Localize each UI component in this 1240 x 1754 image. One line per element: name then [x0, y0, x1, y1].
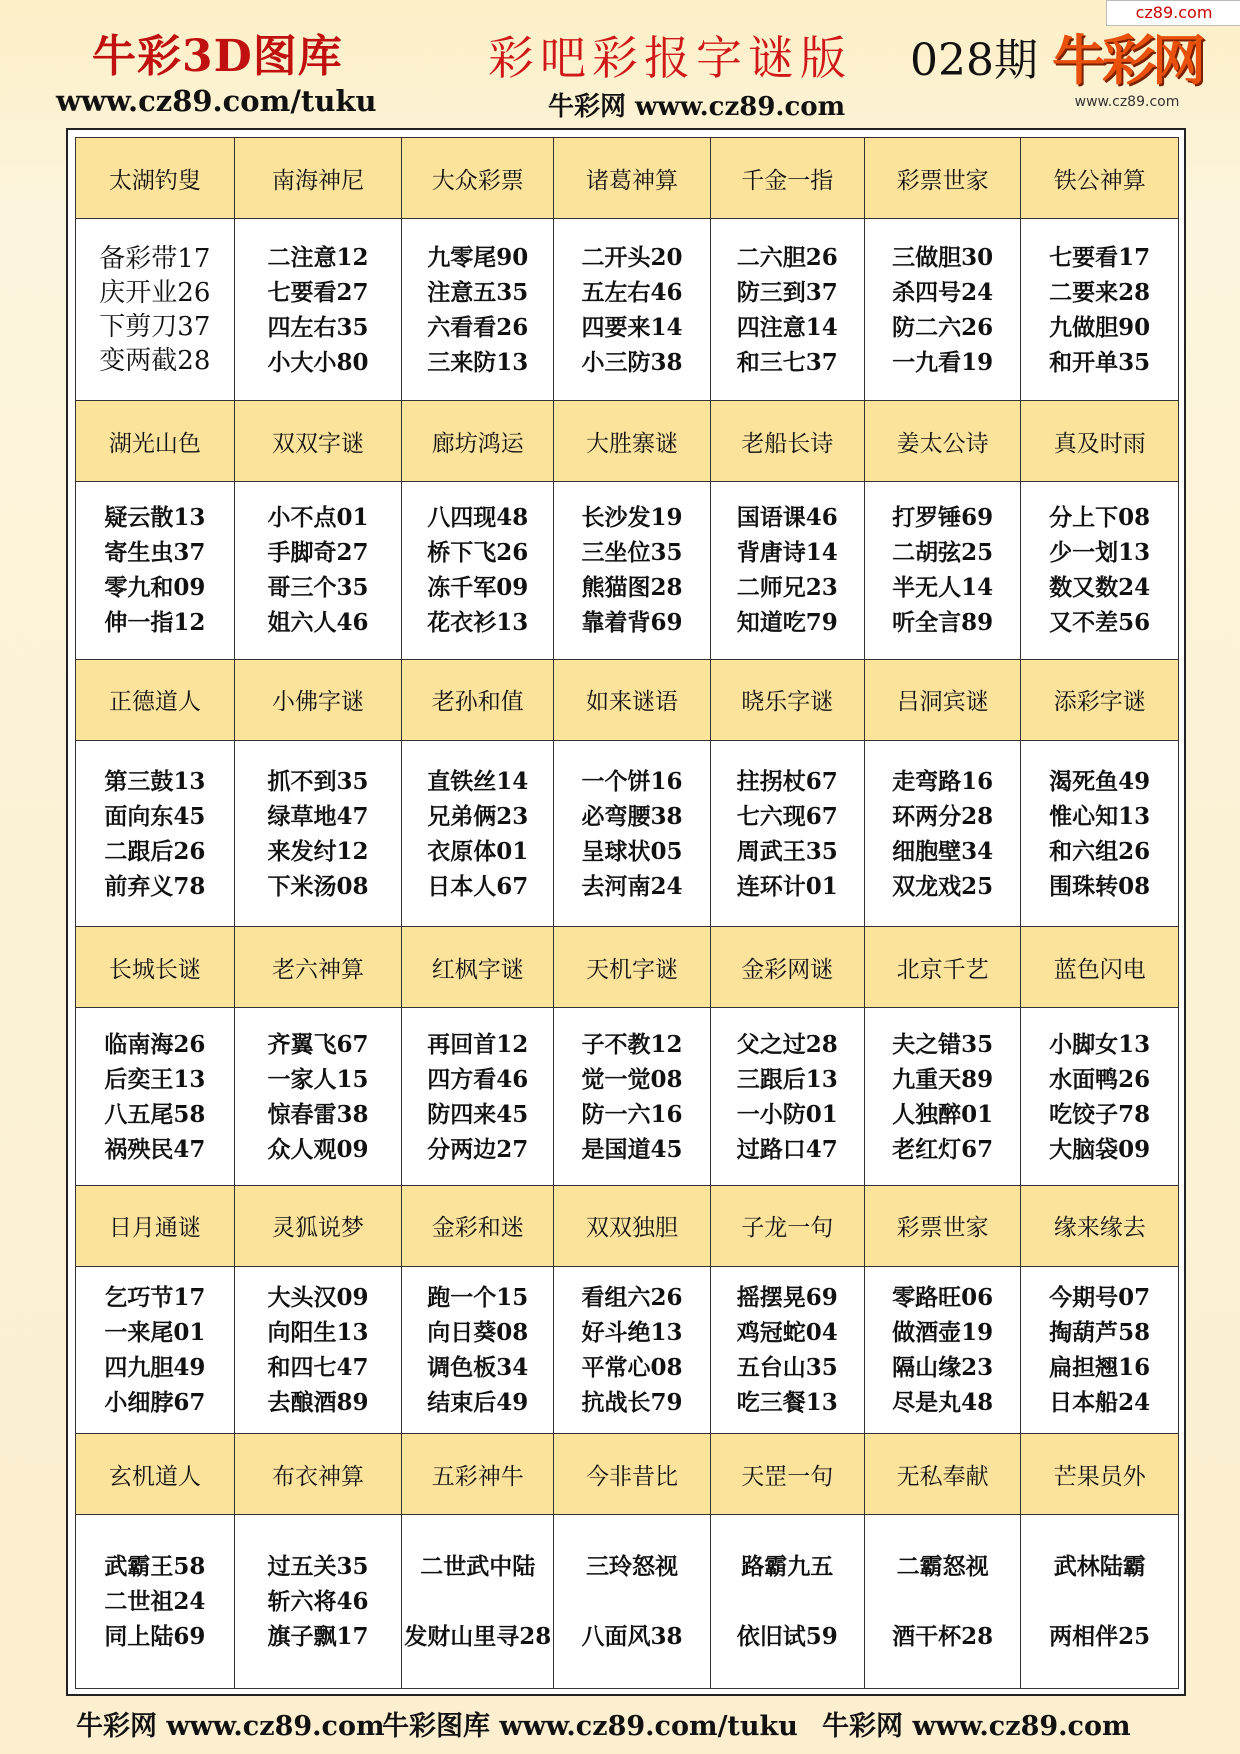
riddle-entry: 惟心知13 — [1049, 802, 1151, 830]
entries-cell — [864, 1267, 1020, 1434]
riddle-entry: 日本人67 — [427, 872, 529, 900]
riddle-entry: 走弯路16 — [892, 767, 994, 795]
header-row — [76, 1185, 1179, 1266]
riddle-entry: 老红灯67 — [892, 1135, 994, 1163]
entries-cell — [402, 1267, 554, 1434]
riddle-entry: 拄拐杖67 — [736, 767, 838, 795]
entries-cell — [76, 219, 235, 401]
entries-cell — [1021, 1515, 1179, 1689]
entries-cell — [234, 740, 402, 926]
riddle-entry: 扁担翘16 — [1049, 1354, 1151, 1382]
source-name-cell: 彩票世家 — [864, 1185, 1020, 1266]
entries-row — [76, 1008, 1179, 1186]
source-name-cell: 湖光山色 — [76, 401, 235, 482]
source-name-cell: 双双独胆 — [554, 1185, 710, 1266]
riddle-entry: 哥三个35 — [267, 574, 369, 602]
riddle-entry: 武霸王58 — [104, 1553, 206, 1581]
riddle-entry: 一小防01 — [736, 1100, 838, 1128]
entries-row — [76, 1267, 1179, 1434]
entries-cell — [710, 219, 864, 401]
logo-text: 牛彩网 — [1052, 29, 1202, 92]
entries-row — [76, 482, 1179, 660]
riddle-entry: 数又数24 — [1049, 574, 1151, 602]
riddle-entry: 四要来14 — [581, 313, 683, 341]
riddle-entry: 三做胆30 — [892, 243, 994, 271]
riddle-entry: 和三七37 — [736, 348, 838, 376]
riddle-entry: 呈球状05 — [581, 837, 683, 865]
riddle-entry: 二世祖24 — [104, 1588, 206, 1616]
footer-link-middle[interactable]: 牛彩图库 www.cz89.com/tuku — [382, 1711, 798, 1742]
source-name-cell: 真及时雨 — [1021, 401, 1179, 482]
riddle-entry: 调色板34 — [427, 1354, 529, 1382]
source-name-cell: 小佛字谜 — [234, 659, 402, 740]
riddle-entry: 双龙戏25 — [892, 872, 994, 900]
riddle-entry: 四九胆49 — [104, 1354, 206, 1382]
riddle-entry: 二六胆26 — [736, 243, 838, 271]
source-name-cell: 玄机道人 — [76, 1434, 235, 1515]
riddle-entry: 斩六将46 — [267, 1588, 369, 1616]
riddle-entry: 九零尾90 — [427, 243, 529, 271]
brand-url[interactable]: www.cz89.com/tuku — [56, 84, 377, 118]
entries-cell — [864, 1515, 1020, 1689]
source-name-cell: 布衣神算 — [234, 1434, 402, 1515]
riddle-entry: 少一划13 — [1049, 539, 1151, 567]
puzzle-grid — [75, 137, 1179, 1689]
source-name-cell: 如来谜语 — [554, 659, 710, 740]
source-name-cell: 添彩字谜 — [1021, 659, 1179, 740]
riddle-entry: 一家人15 — [267, 1065, 369, 1093]
riddle-entry: 变两截28 — [99, 345, 211, 376]
riddle-entry: 路霸九五 — [741, 1553, 834, 1581]
source-name-cell: 铁公神算 — [1021, 138, 1179, 219]
riddle-entry: 六看看26 — [427, 313, 529, 341]
source-name-cell: 大众彩票 — [402, 138, 554, 219]
entries-cell — [710, 740, 864, 926]
riddle-entry: 九重天89 — [892, 1065, 994, 1093]
entries-cell — [554, 219, 710, 401]
entries-cell — [76, 482, 235, 660]
entries-cell — [76, 1008, 235, 1186]
source-name-cell: 彩票世家 — [864, 138, 1020, 219]
riddle-entry: 小细脖67 — [104, 1389, 206, 1417]
riddle-entry: 下米汤08 — [267, 872, 369, 900]
riddle-entry: 酒干杯28 — [892, 1623, 994, 1651]
riddle-entry: 摇摆晃69 — [736, 1284, 838, 1312]
riddle-entry: 二世武中陆 — [420, 1553, 536, 1581]
riddle-entry: 国语课46 — [736, 504, 838, 532]
riddle-entry: 乞巧节17 — [104, 1284, 206, 1312]
entries-cell — [864, 219, 1020, 401]
entries-cell — [710, 1267, 864, 1434]
riddle-entry: 下剪刀37 — [99, 311, 211, 342]
source-name-cell: 老船长诗 — [710, 401, 864, 482]
riddle-entry: 子不教12 — [581, 1030, 683, 1058]
riddle-entry: 二胡弦25 — [892, 539, 994, 567]
source-name-cell: 五彩神牛 — [402, 1434, 554, 1515]
riddle-entry: 二注意12 — [267, 243, 369, 271]
riddle-entry: 大头汉09 — [267, 1284, 369, 1312]
riddle-entry: 防四来45 — [427, 1100, 529, 1128]
riddle-entry: 前弃义78 — [104, 872, 206, 900]
riddle-entry: 桥下飞26 — [427, 539, 529, 567]
riddle-entry: 绿草地47 — [267, 802, 369, 830]
riddle-entry: 夫之错35 — [892, 1030, 994, 1058]
source-name-cell: 金彩和迷 — [402, 1185, 554, 1266]
riddle-entry: 结束后49 — [427, 1389, 529, 1417]
entries-cell — [402, 482, 554, 660]
entries-cell — [554, 482, 710, 660]
riddle-entry: 八面风38 — [581, 1623, 683, 1651]
riddle-entry: 临南海26 — [104, 1030, 206, 1058]
riddle-entry — [711, 1584, 864, 1619]
riddle-entry: 又不差56 — [1049, 609, 1151, 637]
riddle-entry: 四方看46 — [427, 1065, 529, 1093]
riddle-entry: 水面鸭26 — [1049, 1065, 1151, 1093]
entries-cell — [76, 1267, 235, 1434]
brand-title: 牛彩3D图库 — [92, 31, 343, 82]
riddle-entry: 八四现48 — [427, 504, 529, 532]
entries-cell — [234, 482, 402, 660]
source-name-cell: 吕洞宾谜 — [864, 659, 1020, 740]
riddle-entry: 连环计01 — [736, 872, 838, 900]
riddle-entry: 三来防13 — [427, 348, 529, 376]
riddle-entry — [865, 1584, 1020, 1619]
source-name-cell: 太湖钓叟 — [76, 138, 235, 219]
entries-cell — [402, 1008, 554, 1186]
riddle-entry: 做酒壶19 — [892, 1319, 994, 1347]
riddle-entry: 发财山里寻28 — [404, 1623, 552, 1651]
riddle-entry: 二要来28 — [1049, 278, 1151, 306]
header-row — [76, 138, 1179, 219]
riddle-entry: 向日葵08 — [427, 1319, 529, 1347]
entries-cell — [76, 740, 235, 926]
riddle-entry: 靠着背69 — [581, 609, 683, 637]
header-row — [76, 927, 1179, 1008]
riddle-entry: 熊猫图28 — [581, 574, 683, 602]
riddle-entry: 二霸怒视 — [896, 1553, 989, 1581]
page-title: 彩吧彩报字谜版 — [488, 31, 852, 85]
riddle-entry: 大脑袋09 — [1049, 1135, 1151, 1163]
entries-row — [76, 740, 1179, 926]
source-name-cell: 老孙和值 — [402, 659, 554, 740]
riddle-entry: 来发纣12 — [267, 837, 369, 865]
riddle-entry: 注意五35 — [427, 278, 529, 306]
riddle-entry: 背唐诗14 — [736, 539, 838, 567]
riddle-entry: 疑云散13 — [104, 504, 206, 532]
source-name-cell: 晓乐字谜 — [710, 659, 864, 740]
entries-cell — [1021, 740, 1179, 926]
source-name-cell: 诸葛神算 — [554, 138, 710, 219]
entries-cell — [710, 1515, 864, 1689]
riddle-entry: 一个饼16 — [581, 767, 683, 795]
riddle-entry: 祸殃民47 — [104, 1135, 206, 1163]
entries-cell — [1021, 219, 1179, 401]
riddle-entry: 武林陆霸 — [1053, 1553, 1146, 1581]
riddle-entry: 吃三餐13 — [736, 1389, 838, 1417]
riddle-entry: 看组六26 — [581, 1284, 683, 1312]
riddle-entry: 过路口47 — [736, 1135, 838, 1163]
riddle-entry: 过五关35 — [267, 1553, 369, 1581]
riddle-entry: 和四七47 — [267, 1354, 369, 1382]
source-name-cell: 大胜寨谜 — [554, 401, 710, 482]
entries-cell — [710, 1008, 864, 1186]
riddle-entry: 分上下08 — [1049, 504, 1151, 532]
entries-cell — [234, 1267, 402, 1434]
riddle-entry: 三玲怒视 — [585, 1553, 678, 1581]
riddle-entry: 后奕王13 — [104, 1065, 206, 1093]
riddle-entry: 直铁丝14 — [427, 767, 529, 795]
riddle-entry: 五台山35 — [736, 1354, 838, 1382]
riddle-entry — [402, 1584, 553, 1619]
source-name-cell: 老六神算 — [234, 927, 402, 1008]
source-name-cell: 千金一指 — [710, 138, 864, 219]
source-name-cell: 长城长谜 — [76, 927, 235, 1008]
riddle-entry: 再回首12 — [427, 1030, 529, 1058]
riddle-entry: 吃饺子78 — [1049, 1100, 1151, 1128]
riddle-entry: 掏葫芦58 — [1049, 1319, 1151, 1347]
entries-cell — [76, 1515, 235, 1689]
riddle-entry: 人独醉01 — [892, 1100, 994, 1128]
source-name-cell: 南海神尼 — [234, 138, 402, 219]
source-name-cell: 日月通谜 — [76, 1185, 235, 1266]
riddle-entry: 好斗绝13 — [581, 1319, 683, 1347]
riddle-entry: 齐翼飞67 — [267, 1030, 369, 1058]
riddle-entry: 零九和09 — [104, 574, 206, 602]
riddle-entry: 分两边27 — [427, 1135, 529, 1163]
riddle-entry: 八五尾58 — [104, 1100, 206, 1128]
riddle-entry: 平常心08 — [581, 1354, 683, 1382]
riddle-entry: 小脚女13 — [1049, 1030, 1151, 1058]
riddle-entry: 隔山缘23 — [892, 1354, 994, 1382]
riddle-entry: 二师兄23 — [736, 574, 838, 602]
source-name-cell: 今非昔比 — [554, 1434, 710, 1515]
entries-cell — [234, 1008, 402, 1186]
riddle-entry: 寄生虫37 — [104, 539, 206, 567]
riddle-entry: 第三鼓13 — [104, 767, 206, 795]
source-name-cell: 正德道人 — [76, 659, 235, 740]
riddle-entry: 抗战长79 — [581, 1389, 683, 1417]
riddle-entry: 听全言89 — [892, 609, 994, 637]
riddle-entry: 二跟后26 — [104, 837, 206, 865]
riddle-entry: 渴死鱼49 — [1049, 767, 1151, 795]
entries-cell — [554, 1515, 710, 1689]
entries-cell — [1021, 482, 1179, 660]
riddle-entry: 小不点01 — [267, 504, 369, 532]
riddle-entry: 一来尾01 — [104, 1319, 206, 1347]
riddle-entry: 衣原体01 — [427, 837, 529, 865]
riddle-entry: 和六组26 — [1049, 837, 1151, 865]
riddle-entry: 今期号07 — [1049, 1284, 1151, 1312]
source-name-cell: 廊坊鸿运 — [402, 401, 554, 482]
entries-cell — [864, 1008, 1020, 1186]
riddle-entry: 姐六人46 — [267, 609, 369, 637]
entries-cell — [554, 740, 710, 926]
riddle-entry: 杀四号24 — [892, 278, 994, 306]
riddle-entry: 面向东45 — [104, 802, 206, 830]
riddle-entry: 知道吃79 — [736, 609, 838, 637]
riddle-entry: 花衣衫13 — [427, 609, 529, 637]
entries-cell — [402, 740, 554, 926]
riddle-entry: 四左右35 — [267, 313, 369, 341]
source-name-cell: 姜太公诗 — [864, 401, 1020, 482]
riddle-entry: 同上陆69 — [104, 1623, 206, 1651]
riddle-entry: 父之过28 — [736, 1030, 838, 1058]
riddle-entry: 庆开业26 — [99, 277, 211, 308]
corner-watermark: cz89.com — [1106, 0, 1240, 26]
entries-cell — [864, 740, 1020, 926]
riddle-entry: 二开头20 — [581, 243, 683, 271]
riddle-entry: 觉一觉08 — [581, 1065, 683, 1093]
riddle-entry: 兄弟俩23 — [427, 802, 529, 830]
source-name-cell: 天机字谜 — [554, 927, 710, 1008]
riddle-entry: 防一六16 — [581, 1100, 683, 1128]
entries-cell — [554, 1008, 710, 1186]
riddle-entry: 防三到37 — [736, 278, 838, 306]
riddle-entry: 环两分28 — [892, 802, 994, 830]
riddle-entry: 冻千军09 — [427, 574, 529, 602]
entries-row — [76, 1515, 1179, 1689]
source-name-cell: 子龙一句 — [710, 1185, 864, 1266]
source-name-cell: 蓝色闪电 — [1021, 927, 1179, 1008]
riddle-entry: 防二六26 — [892, 313, 994, 341]
entries-cell — [554, 1267, 710, 1434]
riddle-entry: 七要看27 — [267, 278, 369, 306]
entries-cell — [234, 1515, 402, 1689]
source-name-cell: 北京千艺 — [864, 927, 1020, 1008]
source-name-cell: 灵狐说梦 — [234, 1185, 402, 1266]
riddle-entry: 三跟后13 — [736, 1065, 838, 1093]
entries-cell — [864, 482, 1020, 660]
source-name-cell: 天罡一句 — [710, 1434, 864, 1515]
source-name-cell: 芒果员外 — [1021, 1434, 1179, 1515]
site-logo[interactable] — [1052, 14, 1202, 112]
riddle-entry: 是国道45 — [581, 1135, 683, 1163]
logo-url: www.cz89.com — [1074, 94, 1180, 110]
riddle-entry: 尽是丸48 — [892, 1389, 994, 1417]
riddle-entry: 惊春雷38 — [267, 1100, 369, 1128]
riddle-entry: 四注意14 — [736, 313, 838, 341]
riddle-entry: 零路旺06 — [892, 1284, 994, 1312]
entries-cell — [234, 219, 402, 401]
riddle-entry: 众人观09 — [267, 1135, 369, 1163]
header-row — [76, 401, 1179, 482]
riddle-entry: 三坐位35 — [581, 539, 683, 567]
riddle-entry: 去河南24 — [581, 872, 683, 900]
riddle-entry: 和开单35 — [1049, 348, 1151, 376]
riddle-entry: 旗子飘17 — [267, 1623, 369, 1651]
riddle-entry: 小大小80 — [267, 348, 369, 376]
riddle-entry: 手脚奇27 — [267, 539, 369, 567]
riddle-entry: 依旧试59 — [736, 1623, 838, 1651]
riddle-entry: 抓不到35 — [267, 767, 369, 795]
riddle-entry: 必弯腰38 — [581, 802, 683, 830]
source-name-cell: 缘来缘去 — [1021, 1185, 1179, 1266]
header-row — [76, 659, 1179, 740]
riddle-entry: 周武王35 — [736, 837, 838, 865]
entries-row — [76, 219, 1179, 401]
riddle-entry: 细胞壁34 — [892, 837, 994, 865]
source-name-cell: 金彩网谜 — [710, 927, 864, 1008]
riddle-entry: 鸡冠蛇04 — [736, 1319, 838, 1347]
riddle-entry: 七要看17 — [1049, 243, 1151, 271]
entries-cell — [402, 1515, 554, 1689]
source-name-cell: 双双字谜 — [234, 401, 402, 482]
header-row — [76, 1434, 1179, 1515]
issue-number: 028期 — [910, 35, 1038, 86]
puzzle-sheet — [66, 128, 1186, 1696]
riddle-entry: 五左右46 — [581, 278, 683, 306]
riddle-entry: 伸一指12 — [104, 609, 206, 637]
entries-cell — [710, 482, 864, 660]
footer-link-left[interactable]: 牛彩网 www.cz89.com — [76, 1711, 385, 1742]
riddle-entry: 长沙发19 — [581, 504, 683, 532]
entries-cell — [402, 219, 554, 401]
riddle-entry: 两相伴25 — [1049, 1623, 1151, 1651]
riddle-entry: 一九看19 — [892, 348, 994, 376]
riddle-entry: 去酿酒89 — [267, 1389, 369, 1417]
riddle-entry: 半无人14 — [892, 574, 994, 602]
header-site-url[interactable]: 牛彩网 www.cz89.com — [548, 92, 846, 122]
footer-link-right[interactable]: 牛彩网 www.cz89.com — [822, 1711, 1131, 1742]
riddle-entry: 日本船24 — [1049, 1389, 1151, 1417]
riddle-entry — [554, 1584, 709, 1619]
riddle-entry: 备彩带17 — [99, 243, 211, 274]
riddle-entry: 打罗锤69 — [892, 504, 994, 532]
source-name-cell: 无私奉献 — [864, 1434, 1020, 1515]
riddle-entry: 七六现67 — [736, 802, 838, 830]
riddle-entry: 围珠转08 — [1049, 872, 1151, 900]
entries-cell — [1021, 1008, 1179, 1186]
riddle-entry — [1021, 1584, 1178, 1619]
entries-cell — [1021, 1267, 1179, 1434]
riddle-entry: 小三防38 — [581, 348, 683, 376]
riddle-entry: 向阳生13 — [267, 1319, 369, 1347]
riddle-entry: 跑一个15 — [427, 1284, 529, 1312]
riddle-entry: 九做胆90 — [1049, 313, 1151, 341]
source-name-cell: 红枫字谜 — [402, 927, 554, 1008]
